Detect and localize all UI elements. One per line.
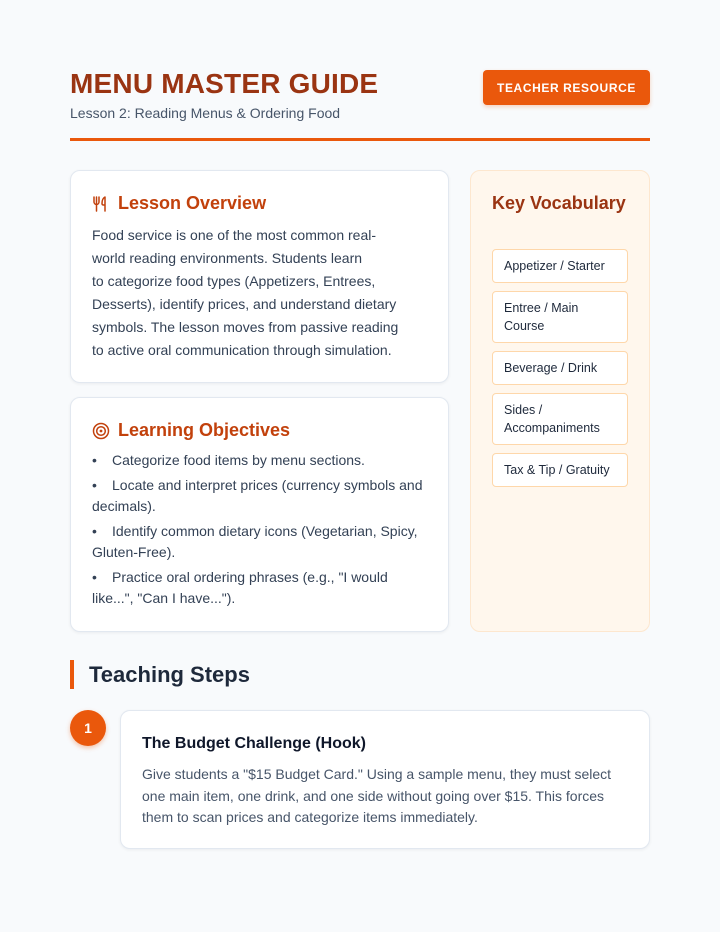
overview-line: Food service is one of the most common real-	[92, 227, 377, 243]
lesson-overview-title: Lesson Overview	[118, 193, 267, 213]
key-vocabulary-panel	[470, 170, 650, 632]
bullet: •	[92, 477, 97, 493]
overview-line: Desserts), identify prices, and understand dietary	[92, 296, 397, 312]
learning-objectives-heading	[92, 420, 290, 441]
page-title: MENU MASTER GUIDE	[70, 68, 379, 99]
objective-text: Practice oral ordering phrases (e.g., "I would like...", "Can I have...").	[92, 569, 388, 606]
page-header	[70, 68, 650, 141]
overview-line: to active oral communication through simulation.	[92, 342, 392, 358]
learning-objectives-title: Learning Objectives	[118, 420, 291, 440]
bullet: •	[92, 523, 97, 539]
step-description: Give students a "$15 Budget Card." Using a sample menu, they must select one main item, one drink, and one side without going over $15. This forces them to scan prices and categorize items immediately.	[142, 766, 612, 825]
teaching-steps-title: Teaching Steps	[89, 661, 250, 687]
overview-line: symbols. The lesson moves from passive reading	[92, 319, 399, 335]
target-icon	[92, 422, 110, 440]
key-vocabulary-title: Key Vocabulary	[492, 193, 626, 213]
overview-line: to categorize food types (Appetizers, Entrees,	[92, 273, 376, 289]
teaching-steps-heading	[70, 660, 250, 689]
vocabulary-item: Appetizer / Starter	[492, 249, 628, 283]
list-item	[92, 521, 430, 563]
list-item	[92, 567, 430, 609]
list-item	[92, 475, 430, 517]
step-number: 1	[70, 710, 106, 746]
objective-text: Identify common dietary icons (Vegetarian, Spicy, Gluten-Free).	[92, 523, 418, 560]
vocabulary-item: Beverage / Drink	[492, 351, 628, 385]
page-subtitle: Lesson 2: Reading Menus & Ordering Food	[70, 105, 341, 121]
list-item	[92, 450, 430, 471]
vocabulary-list	[492, 249, 628, 495]
vocabulary-item: Sides / Accompaniments	[492, 393, 628, 445]
vocabulary-item: Tax & Tip / Gratuity	[492, 453, 628, 487]
objectives-list	[92, 450, 430, 613]
objective-text: Locate and interpret prices (currency symbols and decimals).	[92, 477, 423, 514]
lesson-overview-card	[70, 170, 449, 383]
step-card	[120, 710, 650, 849]
bullet: •	[92, 452, 97, 468]
objective-text: Categorize food items by menu sections.	[112, 452, 365, 468]
lesson-overview-heading	[92, 193, 266, 214]
learning-objectives-card	[70, 397, 449, 632]
step-title: The Budget Challenge (Hook)	[142, 735, 366, 752]
fork-knife-icon	[92, 195, 110, 213]
lesson-overview-text	[92, 224, 432, 362]
overview-line: world reading environments. Students learn	[92, 250, 363, 266]
vocabulary-item: Entree / Main Course	[492, 291, 628, 343]
teacher-resource-badge: TEACHER RESOURCE	[483, 70, 650, 105]
bullet: •	[92, 569, 97, 585]
